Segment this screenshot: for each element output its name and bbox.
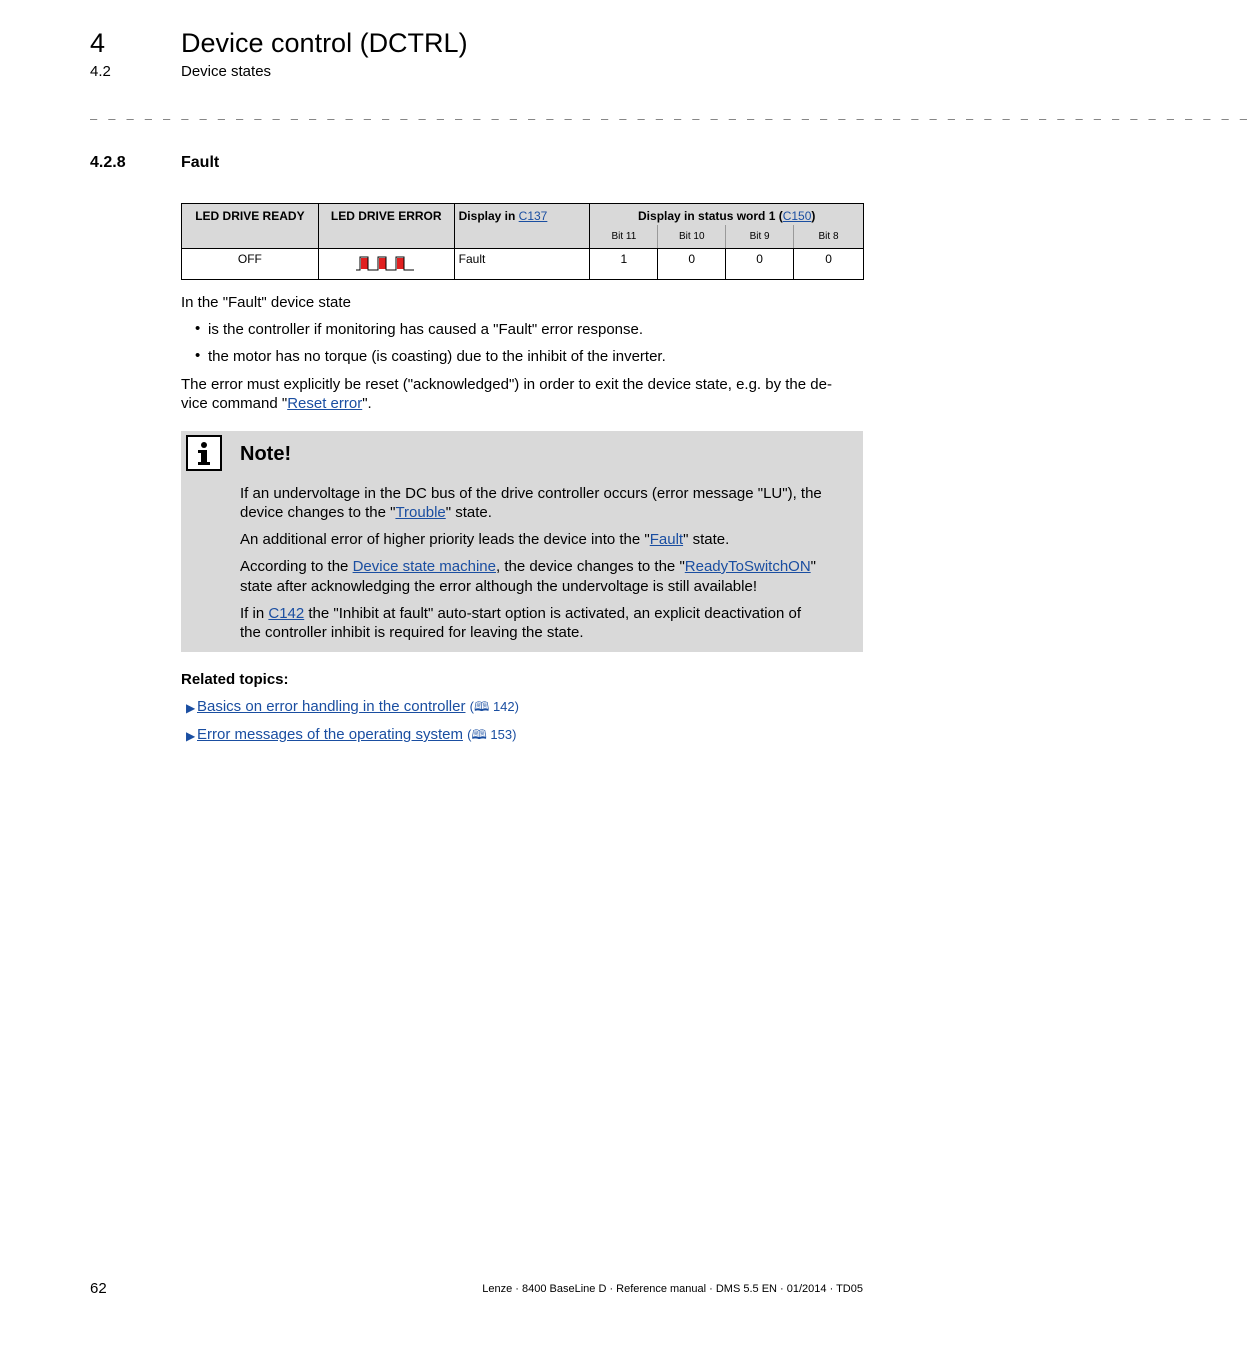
bullet-dot: •: [195, 320, 201, 337]
note-p2-prefix: An additional error of higher priority leads the device into the ": [240, 531, 650, 548]
book-icon: 🕮: [471, 727, 487, 742]
header-display: [454, 204, 590, 249]
page-ref-number: 153): [486, 727, 517, 742]
note-p3-mid: , the device changes to the ": [495, 558, 685, 575]
link-trouble[interactable]: Trouble: [395, 504, 446, 521]
arrow-right-icon: ▶: [186, 701, 196, 715]
link-c137[interactable]: C137: [518, 209, 548, 223]
related-link-error-messages[interactable]: Error messages of the operating system: [197, 726, 463, 743]
link-device-state-machine[interactable]: Device state machine: [352, 558, 496, 575]
header-status-close: ): [811, 209, 816, 223]
bit-value: 0: [794, 249, 864, 280]
book-icon: 🕮: [474, 699, 490, 714]
bullet-item: the motor has no torque (is coasting) due to the inhibit of the inverter.: [208, 348, 666, 365]
intro-text: In the "Fault" device state: [181, 294, 351, 311]
note-p4-line2: the controller inhibit is required for leaving the state.: [240, 624, 584, 641]
note-p4-suffix: the "Inhibit at fault" auto-start option is activated, an explicit deactivation of: [304, 605, 801, 622]
footer-text: Lenze · 8400 BaseLine D · Reference manual · DMS 5.5 EN · 01/2014 · TD05: [482, 1283, 863, 1295]
subsection-number: 4.2.8: [90, 154, 126, 171]
link-c142[interactable]: C142: [268, 605, 305, 622]
chapter-title: Device control (DCTRL): [181, 28, 468, 58]
note-p4-prefix: If in: [240, 605, 269, 622]
header-status-word: [590, 204, 864, 226]
header-led-drive-error: LED DRIVE ERROR: [318, 204, 454, 249]
note-p3-line1: [240, 557, 816, 577]
link-reset-error[interactable]: Reset error: [287, 395, 363, 412]
chapter-number: 4: [90, 28, 106, 58]
page-ref: [467, 727, 516, 742]
reset-suffix: ".: [362, 395, 372, 412]
reset-paragraph-line1: The error must explicitly be reset ("acknowledged") in order to exit the device state, e.g. by the de-: [181, 376, 832, 393]
note-p1-suffix: " state.: [445, 504, 492, 521]
page-number: 62: [90, 1280, 107, 1297]
note-p2: [240, 530, 729, 550]
arrow-right-icon: ▶: [186, 729, 196, 743]
display-value: Fault: [454, 249, 590, 280]
note-p3-line2: state after acknowledging the error although the undervoltage is still available!: [240, 578, 757, 595]
note-p1-line1: If an undervoltage in the DC bus of the drive controller occurs (error message "LU"), the: [240, 485, 822, 502]
led-error-blink-icon: [318, 249, 454, 280]
link-fault[interactable]: Fault: [649, 531, 684, 548]
bit-label: Bit 8: [794, 225, 864, 249]
bit-value: 0: [658, 249, 726, 280]
bit-label: Bit 10: [658, 225, 726, 249]
page-ref-open: (: [469, 699, 474, 714]
header-led-drive-ready: LED DRIVE READY: [182, 204, 319, 249]
related-item[interactable]: [197, 726, 516, 748]
note-title: Note!: [240, 443, 292, 465]
header-status-label: Display in status word 1 (: [638, 209, 783, 223]
bit-label: Bit 9: [726, 225, 794, 249]
note-p3-end: ": [810, 558, 816, 575]
reset-paragraph-line2: [181, 394, 372, 414]
bit-label: Bit 11: [590, 225, 658, 249]
page-ref: [470, 699, 519, 714]
section-number: 4.2: [90, 63, 111, 80]
header-display-label: Display in: [458, 209, 519, 223]
blink-pattern-icon: [356, 255, 416, 271]
bit-value: 1: [590, 249, 658, 280]
note-p2-suffix: " state.: [683, 531, 730, 548]
device-state-table: [181, 203, 864, 280]
link-c150[interactable]: C150: [782, 209, 812, 223]
note-p3-prefix: According to the: [240, 558, 353, 575]
subsection-title: Fault: [181, 154, 220, 171]
bullet-dot: •: [195, 347, 201, 364]
reset-prefix: vice command ": [181, 395, 288, 412]
page-ref-number: 142): [489, 699, 519, 714]
note-p4-line1: [240, 604, 801, 624]
header-separator: _ _ _ _ _ _ _ _ _ _ _ _ _ _ _ _ _ _ _ _ _ _ _ _ _ _ _ _ _ _ _ _ _ _ _ _ _ _ _ _ _ _ _ _ _ _ _ _ _ _ _ _ _ _ _ _ _ _ _ _ _ _ _ _: [90, 106, 1249, 120]
led-ready-value: OFF: [182, 249, 319, 280]
bullet-item: is the controller if monitoring has caused a "Fault" error response.: [208, 321, 644, 338]
related-item[interactable]: [197, 698, 519, 720]
link-readytoswitchon[interactable]: ReadyToSwitchON: [684, 558, 811, 575]
info-icon: [186, 435, 222, 471]
related-link-basics[interactable]: Basics on error handling in the controller: [197, 698, 466, 715]
page-ref-open: (: [467, 727, 472, 742]
bit-value: 0: [726, 249, 794, 280]
note-p1-line2: [240, 503, 492, 523]
note-p1-prefix: device changes to the ": [240, 504, 396, 521]
info-glyph-icon: [188, 437, 220, 469]
section-title: Device states: [181, 63, 272, 80]
related-topics-heading: Related topics:: [181, 671, 289, 688]
table-row: [182, 249, 864, 280]
